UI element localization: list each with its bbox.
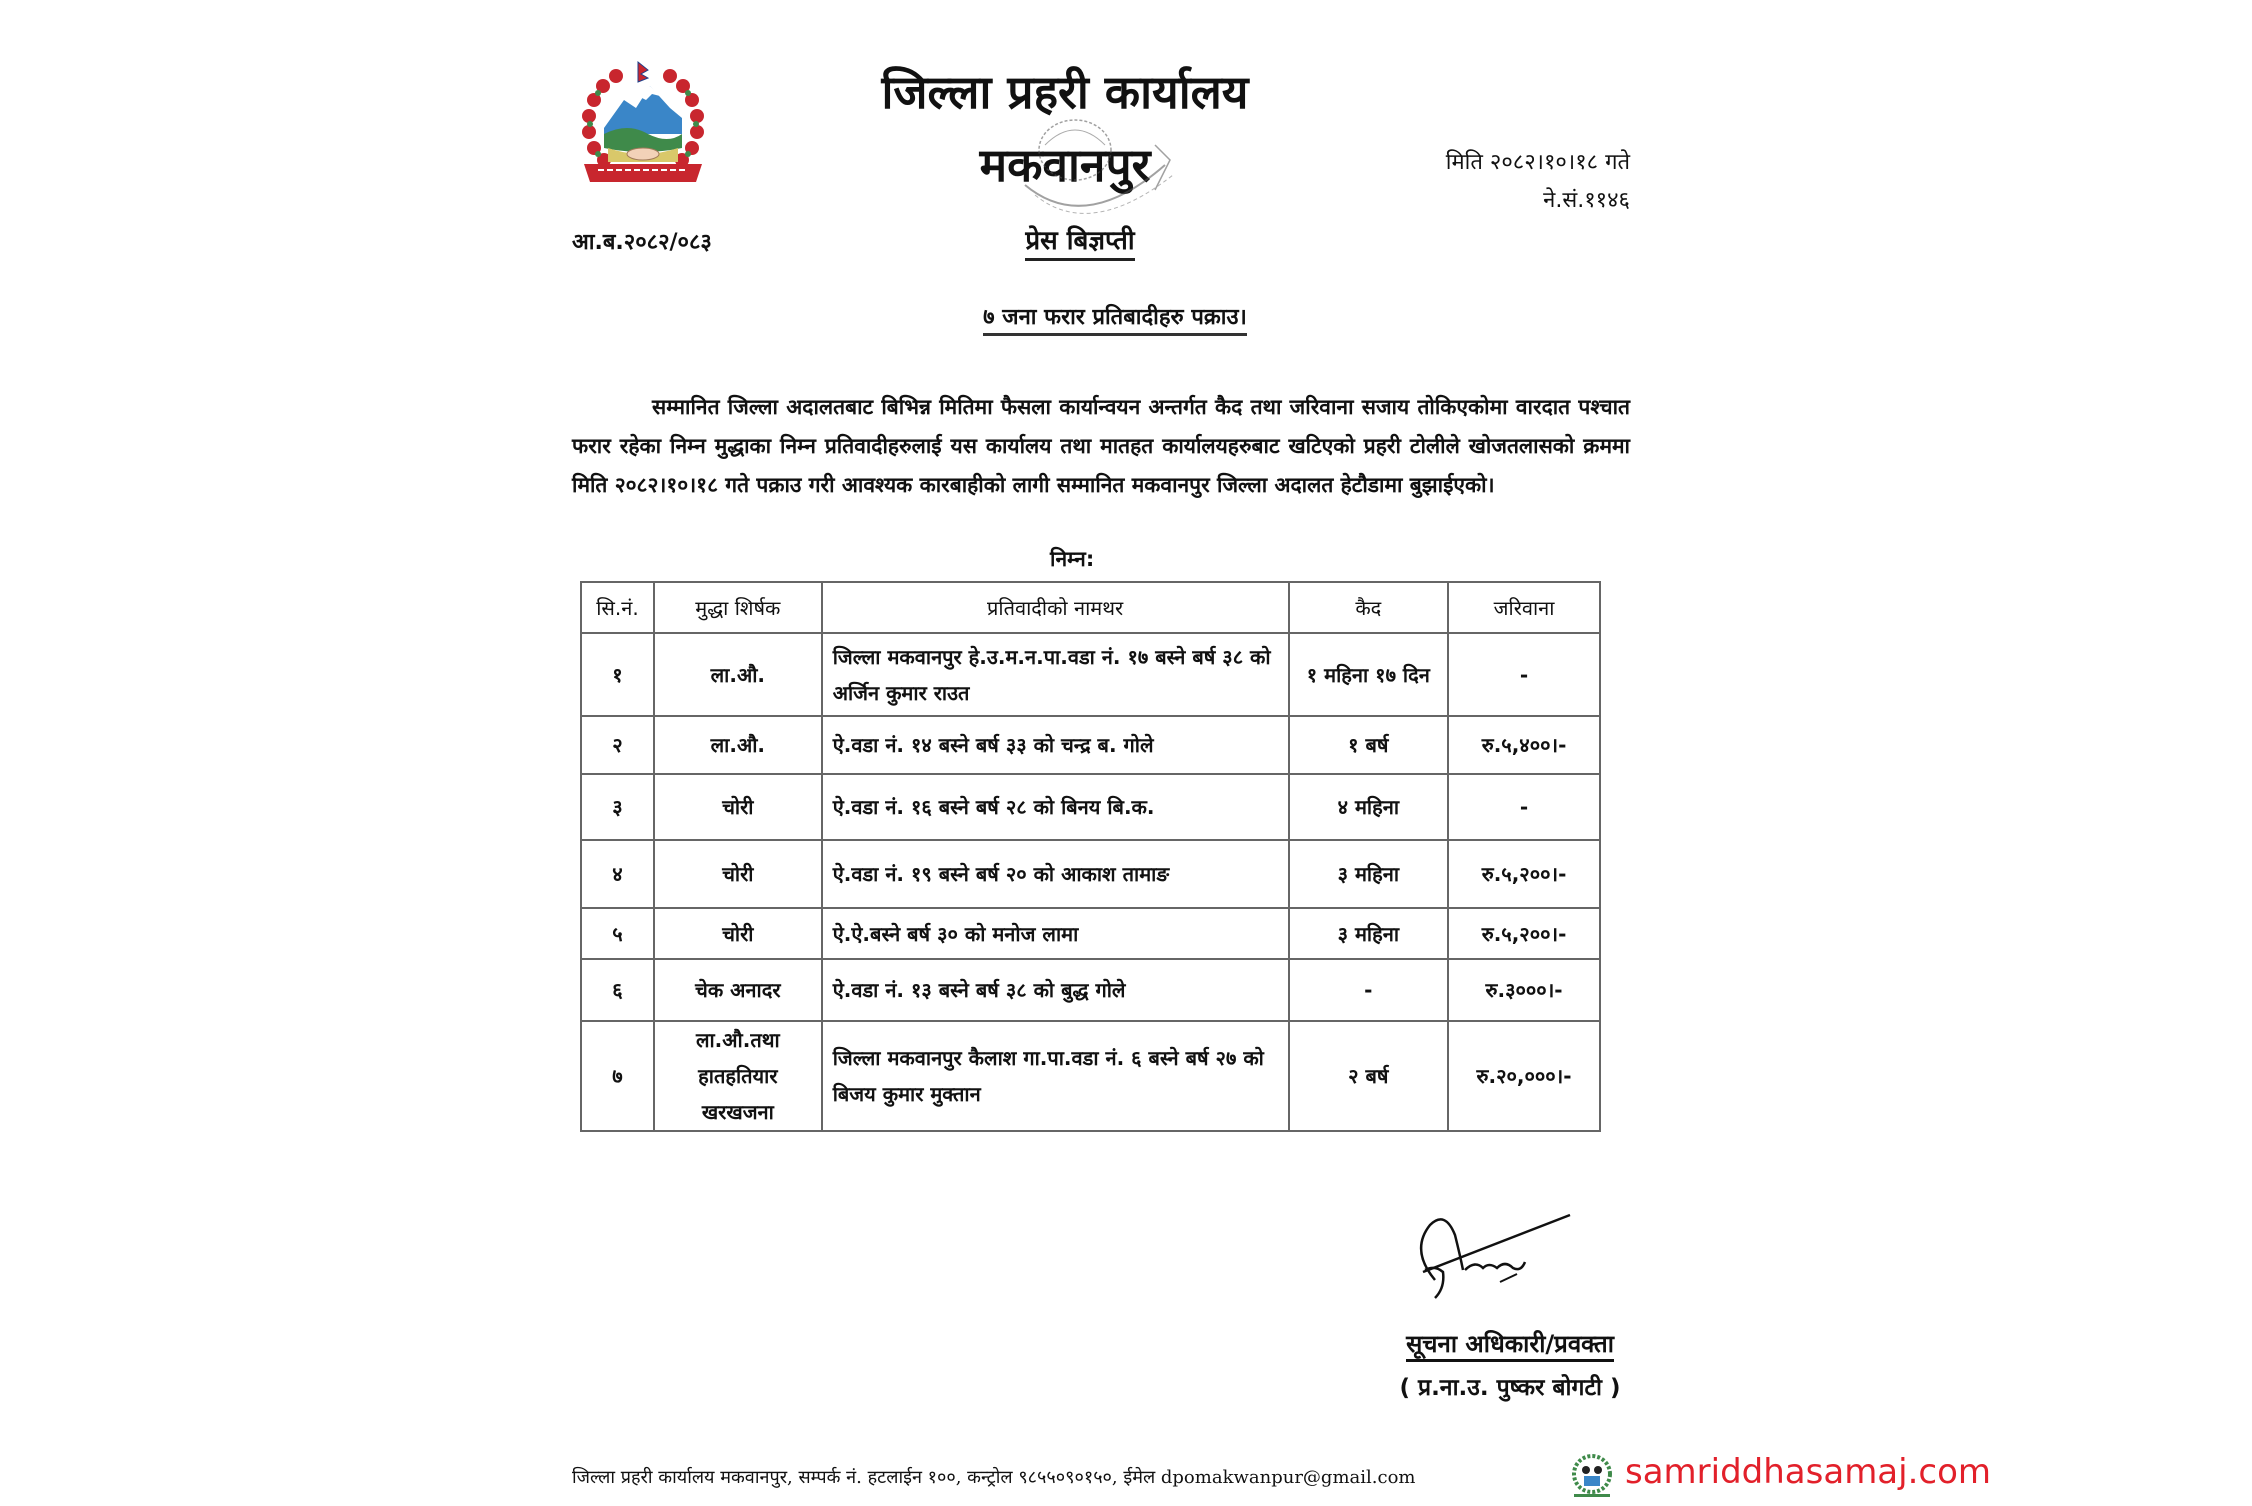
cell-defendant: ऐ.वडा नं. १९ बस्ने बर्ष २० को आकाश तामाङ (822, 840, 1289, 908)
cell-case: चोरी (654, 774, 822, 840)
table-row (581, 908, 1600, 959)
cell-serial: १ (581, 633, 654, 716)
body-paragraph: सम्मानित जिल्ला अदालतबाट बिभिन्न मितिमा फैसला कार्यान्वयन अन्तर्गत कैद तथा जरिवाना सजाय तोकिएकोमा वारदात पश्चात फरार रहेका निम्न मुद्धाका निम्न प्रतिवादीहरुलाई यस कार्यालय तथा मातहत कार्यालयहरुबाट खटिएको प्रहरी टोलीले खोजतलासको क्रममा मिति २०८२।१०।१८ गते पक्राउ गरी आवश्यक कारबाहीको लागी सम्मानित मकवानपुर जिल्ला अदालत हेटौडामा बुझाईएको। (572, 395, 1630, 497)
cell-fine: रु.५,२००।- (1448, 908, 1600, 959)
header-serial: सि.नं. (581, 582, 654, 633)
cell-serial: ७ (581, 1021, 654, 1131)
document-type-label: प्रेस बिज्ञप्ती (1025, 226, 1134, 261)
cell-imprisonment: - (1289, 959, 1449, 1021)
nepal-samvat-date: ने.सं.११४६ (1543, 188, 1630, 213)
fiscal-year: आ.ब.२०८२/०८३ (572, 230, 712, 255)
cell-imprisonment: १ महिना १७ दिन (1289, 633, 1449, 716)
table-row (581, 840, 1600, 908)
table-row (581, 716, 1600, 774)
cell-imprisonment: ३ महिना (1289, 908, 1449, 959)
headline-text: ७ जना फरार प्रतिबादीहरु पक्राउ। (983, 305, 1247, 336)
cell-case: चोरी (654, 840, 822, 908)
cell-case: चेक अनादर (654, 959, 822, 1021)
cell-defendant: ऐ.वडा नं. १६ बस्ने बर्ष २८ को बिनय बि.क. (822, 774, 1289, 840)
cell-fine: - (1448, 633, 1600, 716)
cell-fine: रु.५,४००।- (1448, 716, 1600, 774)
district-name: मकवानपुर (979, 138, 1151, 192)
cell-imprisonment: ३ महिना (1289, 840, 1449, 908)
samriddha-samaj-logo-icon (1566, 1452, 1618, 1500)
cell-serial: ३ (581, 774, 654, 840)
cell-serial: २ (581, 716, 654, 774)
cell-case: ला.औ. (654, 633, 822, 716)
cell-serial: ५ (581, 908, 654, 959)
table-row (581, 1021, 1600, 1131)
table-row (581, 633, 1600, 716)
cell-case: चोरी (654, 908, 822, 959)
document-date: मिति २०८२।१०।१८ गते (1445, 150, 1630, 175)
cell-fine: - (1448, 774, 1600, 840)
signature-icon (1405, 1210, 1575, 1300)
table-row (581, 959, 1600, 1021)
nepal-coat-of-arms-icon (578, 56, 708, 194)
cell-serial: ६ (581, 959, 654, 1021)
document-type (960, 224, 1200, 258)
cell-defendant: ऐ.वडा नं. १३ बस्ने बर्ष ३८ को बुद्ध गोले (822, 959, 1289, 1021)
signatory-title (1360, 1328, 1660, 1360)
office-name: जिल्ला प्रहरी कार्यालय (881, 65, 1249, 119)
cell-serial: ४ (581, 840, 654, 908)
cell-case: ला.औ.तथा हातहतियार खरखजना (654, 1021, 822, 1131)
cell-case: ला.औ. (654, 716, 822, 774)
header-defendant-name: प्रतिवादीको नामथर (822, 582, 1289, 633)
cell-defendant: जिल्ला मकवानपुर कैलाश गा.पा.वडा नं. ६ बस्ने बर्ष २७ को बिजय कुमार मुक्तान (822, 1021, 1289, 1131)
list-intro: निम्न: (1050, 547, 1095, 571)
office-seal-icon (1005, 105, 1185, 230)
cell-imprisonment: ४ महिना (1289, 774, 1449, 840)
cell-imprisonment: १ बर्ष (1289, 716, 1449, 774)
headline (800, 303, 1430, 333)
cell-fine: रु.५,२००।- (1448, 840, 1600, 908)
footer-contact: जिल्ला प्रहरी कार्यालय मकवानपुर, सम्पर्क नं. हटलाईन १००, कन्ट्रोल ९८५५०९०१५०, ईमेल dpomakwanpur@gmail.com (572, 1467, 1416, 1488)
signatory-title-text: सूचना अधिकारी/प्रवक्ता (1406, 1330, 1614, 1362)
signatory-name: ( प्र.ना.उ. पुष्कर बोगटी ) (1399, 1375, 1621, 1401)
cell-fine: रु.३०००।- (1448, 959, 1600, 1021)
header-imprisonment: कैद (1289, 582, 1449, 633)
header-fine: जरिवाना (1448, 582, 1600, 633)
cell-imprisonment: २ बर्ष (1289, 1021, 1449, 1131)
cell-fine: रु.२०,०००।- (1448, 1021, 1600, 1131)
cell-defendant: ऐ.ऐ.बस्ने बर्ष ३० को मनोज लामा (822, 908, 1289, 959)
header-case-title: मुद्धा शिर्षक (654, 582, 822, 633)
watermark-brand: samriddhasamaj.com (1625, 1452, 1992, 1492)
table-header-row (581, 582, 1600, 633)
cell-defendant: जिल्ला मकवानपुर हे.उ.म.न.पा.वडा नं. १७ बस्ने बर्ष ३८ को अर्जिन कुमार राउत (822, 633, 1289, 716)
cell-defendant: ऐ.वडा नं. १४ बस्ने बर्ष ३३ को चन्द्र ब. गोले (822, 716, 1289, 774)
arrested-defendants-table (580, 581, 1601, 1132)
table-row (581, 774, 1600, 840)
